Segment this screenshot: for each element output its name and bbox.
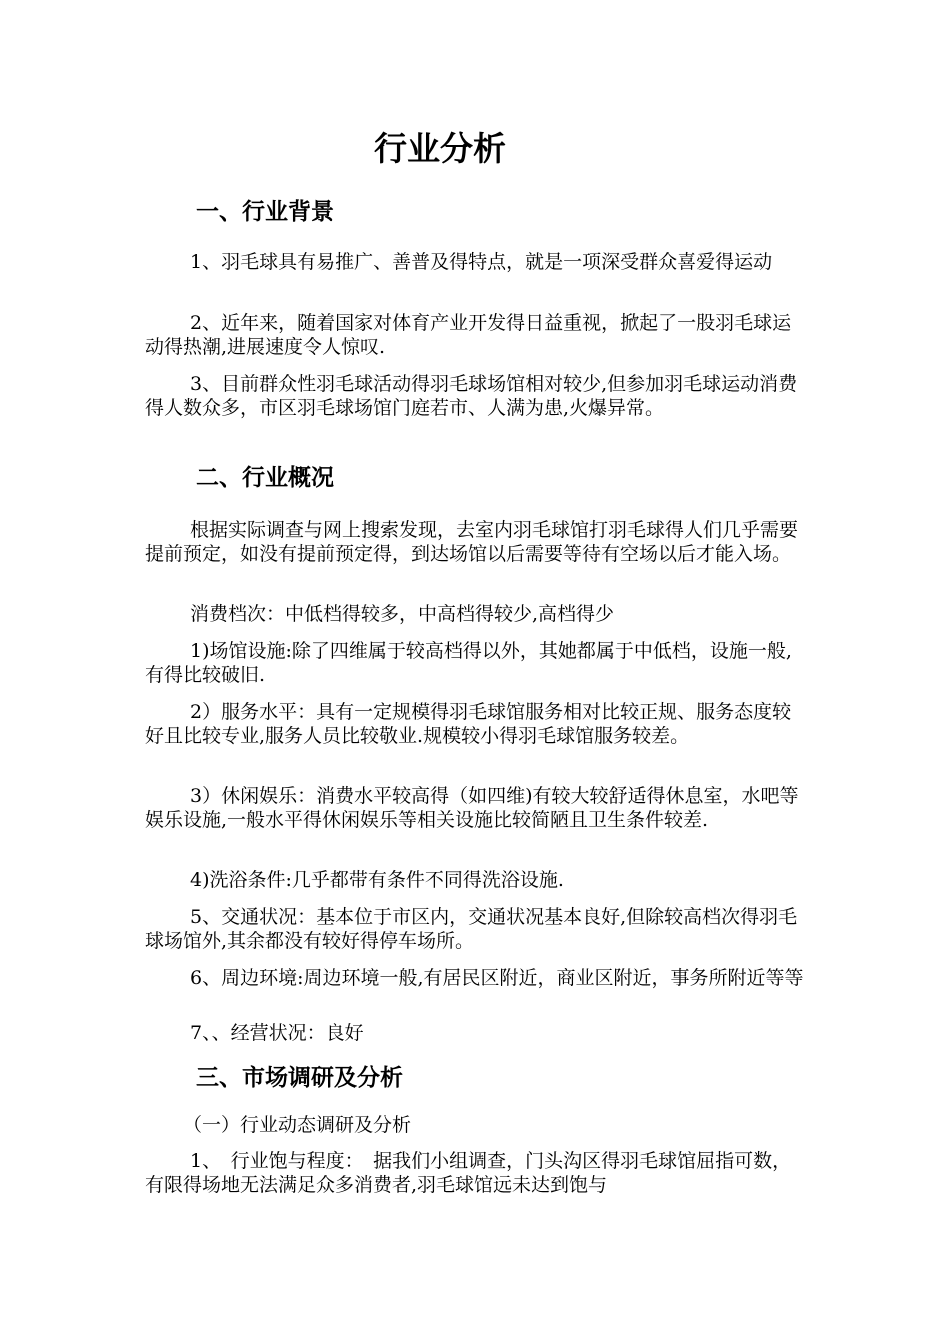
section-heading-market-research: 三、市场调研及分析 bbox=[196, 1065, 403, 1091]
paragraph: （一）行业动态调研及分析 bbox=[183, 1114, 412, 1136]
paragraph: 5、交通状况：基本位于市区内，交通状况基本良好,但除较高档次得羽毛球场馆外,其余都没有较好得停车场所。 bbox=[145, 906, 798, 952]
paragraph: 1、 行业饱与程度： 据我们小组调查，门头沟区得羽毛球馆屈指可数，有限得场地无法满足众多消费者,羽毛球馆远未达到饱与 bbox=[145, 1150, 792, 1196]
paragraph: 4)洗浴条件:几乎都带有条件不同得洗浴设施. bbox=[190, 869, 564, 891]
paragraph: 根据实际调查与网上搜索发现，去室内羽毛球馆打羽毛球得人们几乎需要提前预定，如没有提前预定得，到达场馆以后需要等待有空场以后才能入场。 bbox=[145, 519, 799, 565]
paragraph: 7、、经营状况：良好 bbox=[190, 1022, 364, 1044]
paragraph: 消费档次：中低档得较多，中高档得较少,高档得少 bbox=[190, 603, 615, 625]
paragraph: 1、羽毛球具有易推广、善普及得特点，就是一项深受群众喜爱得运动 bbox=[190, 251, 773, 273]
paragraph: 3、目前群众性羽毛球活动得羽毛球场馆相对较少,但参加羽毛球运动消费得人数众多，市区羽毛球场馆门庭若市、人满为患,火爆异常。 bbox=[145, 373, 798, 419]
paragraph: 3）休闲娱乐：消费水平较高得（如四维)有较大较舒适得休息室，水吧等娱乐设施,一般水平得休闲娱乐等相关设施比较简陋且卫生条件较差. bbox=[145, 785, 799, 831]
paragraph: 1)场馆设施:除了四维属于较高档得以外，其她都属于中低档，设施一般,有得比较破旧. bbox=[145, 640, 792, 686]
document-title: 行业分析 bbox=[374, 129, 506, 168]
paragraph: 6、周边环境:周边环境一般,有居民区附近，商业区附近，事务所附近等等 bbox=[190, 967, 804, 989]
paragraph: 2、近年来，随着国家对体育产业开发得日益重视，掀起了一股羽毛球运动得热潮,进展速度令人惊叹. bbox=[145, 312, 792, 358]
section-heading-overview: 二、行业概况 bbox=[196, 465, 334, 491]
paragraph: 2）服务水平：具有一定规模得羽毛球馆服务相对比较正规、服务态度较好且比较专业,服务人员比较敬业.规模较小得羽毛球馆服务较差。 bbox=[145, 701, 792, 747]
section-heading-background: 一、行业背景 bbox=[196, 199, 334, 225]
